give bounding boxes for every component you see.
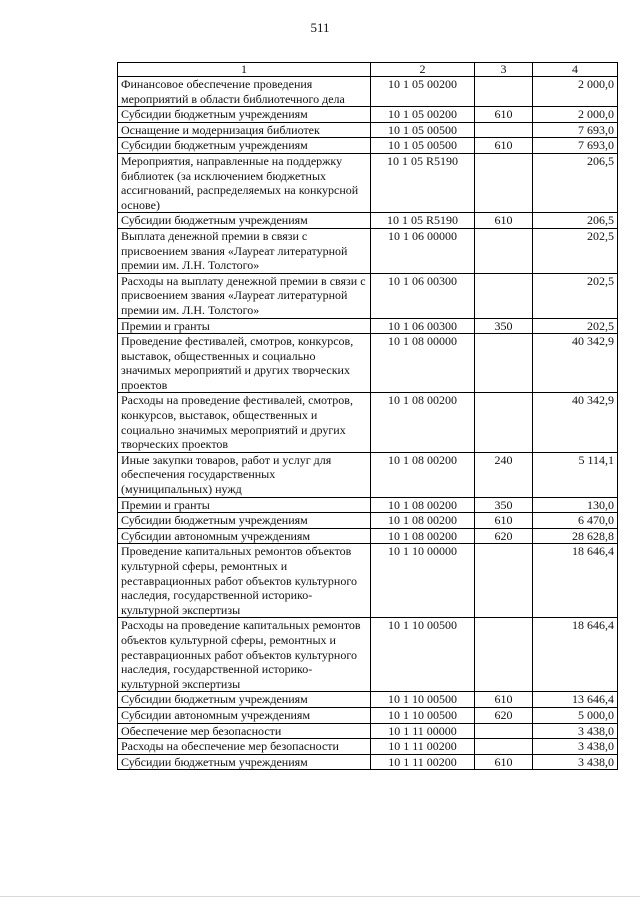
row-name: Субсидии бюджетным учреждениям xyxy=(118,213,371,229)
row-type: 620 xyxy=(475,528,533,544)
row-amount: 18 646,4 xyxy=(533,618,618,692)
row-type xyxy=(475,544,533,618)
row-code: 10 1 08 00200 xyxy=(371,393,475,452)
table-row xyxy=(118,213,618,229)
row-name: Расходы на обеспечение мер безопасности xyxy=(118,739,371,755)
row-name: Субсидии бюджетным учреждениям xyxy=(118,138,371,154)
table-row xyxy=(118,393,618,452)
row-type xyxy=(475,122,533,138)
budget-table xyxy=(117,62,618,770)
row-code: 10 1 10 00500 xyxy=(371,707,475,723)
row-name: Премии и гранты xyxy=(118,318,371,334)
row-amount: 28 628,8 xyxy=(533,528,618,544)
row-type xyxy=(475,739,533,755)
row-type: 610 xyxy=(475,692,533,708)
table-row xyxy=(118,228,618,273)
table-row xyxy=(118,723,618,739)
row-type xyxy=(475,77,533,107)
row-code: 10 1 11 00000 xyxy=(371,723,475,739)
row-code: 10 1 10 00500 xyxy=(371,618,475,692)
table-row xyxy=(118,273,618,318)
scan-edge-divider xyxy=(0,896,640,897)
row-amount: 206,5 xyxy=(533,213,618,229)
table-row xyxy=(118,497,618,513)
row-name: Расходы на проведение капитальных ремонтов объектов культурной сферы, ремонтных и реставрационных работ объектов культурного наследия, государственной историко-культурной экспертизы xyxy=(118,618,371,692)
table-row xyxy=(118,544,618,618)
row-name: Субсидии бюджетным учреждениям xyxy=(118,513,371,529)
row-amount: 206,5 xyxy=(533,153,618,212)
row-name: Субсидии бюджетным учреждениям xyxy=(118,754,371,770)
row-type: 610 xyxy=(475,513,533,529)
table-row xyxy=(118,452,618,497)
row-amount: 13 646,4 xyxy=(533,692,618,708)
row-type: 610 xyxy=(475,107,533,123)
row-name: Обеспечение мер безопасности xyxy=(118,723,371,739)
row-amount: 40 342,9 xyxy=(533,393,618,452)
row-name: Субсидии автономным учреждениям xyxy=(118,528,371,544)
row-amount: 2 000,0 xyxy=(533,107,618,123)
table-row xyxy=(118,739,618,755)
row-type: 610 xyxy=(475,138,533,154)
row-name: Мероприятия, направленные на поддержку библиотек (за исключением бюджетных ассигнований, распределяемых на конкурсной основе) xyxy=(118,153,371,212)
row-type: 620 xyxy=(475,707,533,723)
row-name: Финансовое обеспечение проведения мероприятий в области библиотечного дела xyxy=(118,77,371,107)
row-amount: 130,0 xyxy=(533,497,618,513)
row-code: 10 1 08 00200 xyxy=(371,513,475,529)
row-name: Субсидии бюджетным учреждениям xyxy=(118,107,371,123)
row-code: 10 1 11 00200 xyxy=(371,754,475,770)
row-type: 610 xyxy=(475,754,533,770)
row-code: 10 1 05 00200 xyxy=(371,107,475,123)
row-name: Проведение фестивалей, смотров, конкурсов, выставок, общественных и социально значимых мероприятий и других творческих проектов xyxy=(118,334,371,393)
row-name: Субсидии бюджетным учреждениям xyxy=(118,692,371,708)
row-amount: 2 000,0 xyxy=(533,77,618,107)
row-amount: 18 646,4 xyxy=(533,544,618,618)
row-amount: 6 470,0 xyxy=(533,513,618,529)
row-type xyxy=(475,393,533,452)
row-type xyxy=(475,228,533,273)
row-name: Расходы на проведение фестивалей, смотров, конкурсов, выставок, общественных и социально значимых мероприятий и других творческих проектов xyxy=(118,393,371,452)
row-type: 350 xyxy=(475,318,533,334)
column-header-code: 2 xyxy=(371,63,475,77)
table-row xyxy=(118,528,618,544)
row-amount: 202,5 xyxy=(533,273,618,318)
row-type: 350 xyxy=(475,497,533,513)
row-amount: 7 693,0 xyxy=(533,138,618,154)
row-code: 10 1 05 00500 xyxy=(371,122,475,138)
table-row xyxy=(118,153,618,212)
row-amount: 202,5 xyxy=(533,318,618,334)
row-code: 10 1 10 00500 xyxy=(371,692,475,708)
row-amount: 40 342,9 xyxy=(533,334,618,393)
row-type xyxy=(475,334,533,393)
table-row xyxy=(118,618,618,692)
row-code: 10 1 06 00300 xyxy=(371,318,475,334)
row-name: Премии и гранты xyxy=(118,497,371,513)
row-amount: 3 438,0 xyxy=(533,723,618,739)
table-row xyxy=(118,318,618,334)
table-row xyxy=(118,77,618,107)
column-header-type: 3 xyxy=(475,63,533,77)
row-type xyxy=(475,273,533,318)
row-amount: 3 438,0 xyxy=(533,754,618,770)
page-number: 511 xyxy=(310,20,330,35)
table-row xyxy=(118,107,618,123)
table-row xyxy=(118,513,618,529)
row-type: 610 xyxy=(475,213,533,229)
row-name: Расходы на выплату денежной премии в связи с присвоением звания «Лауреат литературной премии им. Л.Н. Толстого» xyxy=(118,273,371,318)
row-type xyxy=(475,723,533,739)
row-code: 10 1 05 R5190 xyxy=(371,153,475,212)
column-header-name: 1 xyxy=(118,63,371,77)
table-row xyxy=(118,692,618,708)
row-amount: 7 693,0 xyxy=(533,122,618,138)
row-code: 10 1 08 00200 xyxy=(371,452,475,497)
table-row xyxy=(118,334,618,393)
table-row xyxy=(118,122,618,138)
table-row xyxy=(118,138,618,154)
row-amount: 202,5 xyxy=(533,228,618,273)
row-name: Субсидии автономным учреждениям xyxy=(118,707,371,723)
row-code: 10 1 10 00000 xyxy=(371,544,475,618)
row-amount: 5 000,0 xyxy=(533,707,618,723)
row-name: Выплата денежной премии в связи с присвоением звания «Лауреат литературной премии им. Л.Н. Толстого» xyxy=(118,228,371,273)
row-name: Иные закупки товаров, работ и услуг для обеспечения государственных (муниципальных) нужд xyxy=(118,452,371,497)
row-type xyxy=(475,618,533,692)
row-code: 10 1 08 00200 xyxy=(371,528,475,544)
row-name: Оснащение и модернизация библиотек xyxy=(118,122,371,138)
row-code: 10 1 05 00500 xyxy=(371,138,475,154)
row-type: 240 xyxy=(475,452,533,497)
column-header-amount: 4 xyxy=(533,63,618,77)
row-code: 10 1 11 00200 xyxy=(371,739,475,755)
row-code: 10 1 08 00000 xyxy=(371,334,475,393)
table-row xyxy=(118,754,618,770)
row-amount: 5 114,1 xyxy=(533,452,618,497)
row-type xyxy=(475,153,533,212)
row-code: 10 1 08 00200 xyxy=(371,497,475,513)
row-amount: 3 438,0 xyxy=(533,739,618,755)
table-row xyxy=(118,707,618,723)
row-code: 10 1 06 00300 xyxy=(371,273,475,318)
row-name: Проведение капитальных ремонтов объектов культурной сферы, ремонтных и реставрационных работ объектов культурного наследия, государственной историко-культурной экспертизы xyxy=(118,544,371,618)
table-header-row xyxy=(118,63,618,77)
row-code: 10 1 06 00000 xyxy=(371,228,475,273)
row-code: 10 1 05 00200 xyxy=(371,77,475,107)
row-code: 10 1 05 R5190 xyxy=(371,213,475,229)
